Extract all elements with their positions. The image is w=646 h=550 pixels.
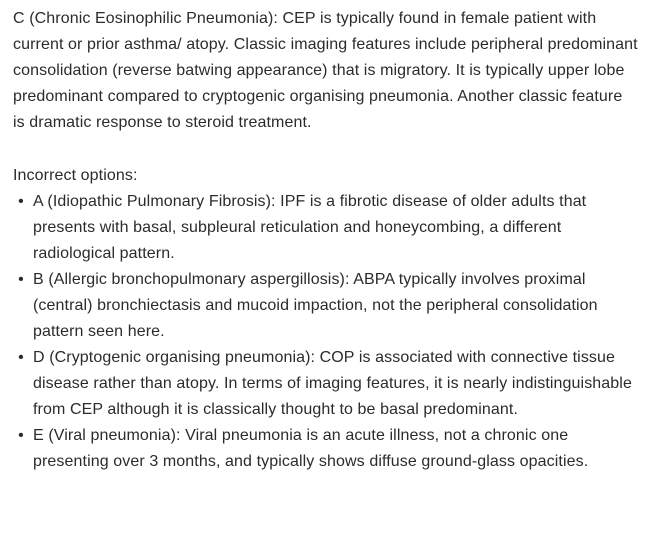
option-d-text: D (Cryptogenic organising pneumonia): COP is associated with connective tissue disease rather than atopy. In terms of imaging features, it is nearly indistinguishable from CEP although it is classically thought to be basal predominant.	[33, 349, 632, 418]
bullet-icon: •	[18, 271, 24, 288]
option-e-text: E (Viral pneumonia): Viral pneumonia is an acute illness, not a chronic one presenting over 3 months, and typically shows diffuse ground-glass opacities.	[33, 427, 589, 470]
paragraph-spacer	[13, 136, 638, 163]
list-item-option-e	[13, 423, 638, 475]
bullet-icon: •	[18, 193, 24, 210]
bullet-icon: •	[18, 349, 24, 366]
incorrect-options-list	[13, 189, 638, 475]
list-item-option-b	[13, 267, 638, 345]
list-item-option-d	[13, 345, 638, 423]
answer-explanation: C (Chronic Eosinophilic Pneumonia): CEP is typically found in female patient with current or prior asthma/ atopy. Classic imaging features include peripheral predominant consolidation (reverse batwing appearance) that is migratory. It is typically upper lobe predominant compared to cryptogenic organising pneumonia. Another classic feature is dramatic response to steroid treatment.	[13, 10, 638, 131]
incorrect-options-heading: Incorrect options:	[13, 167, 138, 184]
option-b-text: B (Allergic bronchopulmonary aspergillosis): ABPA typically involves proximal (central) bronchiectasis and mucoid impaction, not the peripheral consolidation pattern seen here.	[33, 271, 598, 340]
bullet-icon: •	[18, 427, 24, 444]
option-a-text: A (Idiopathic Pulmonary Fibrosis): IPF is a fibrotic disease of older adults that presents with basal, subpleural reticulation and honeycombing, a different radiological pattern.	[33, 193, 587, 262]
list-item-option-a	[13, 189, 638, 267]
